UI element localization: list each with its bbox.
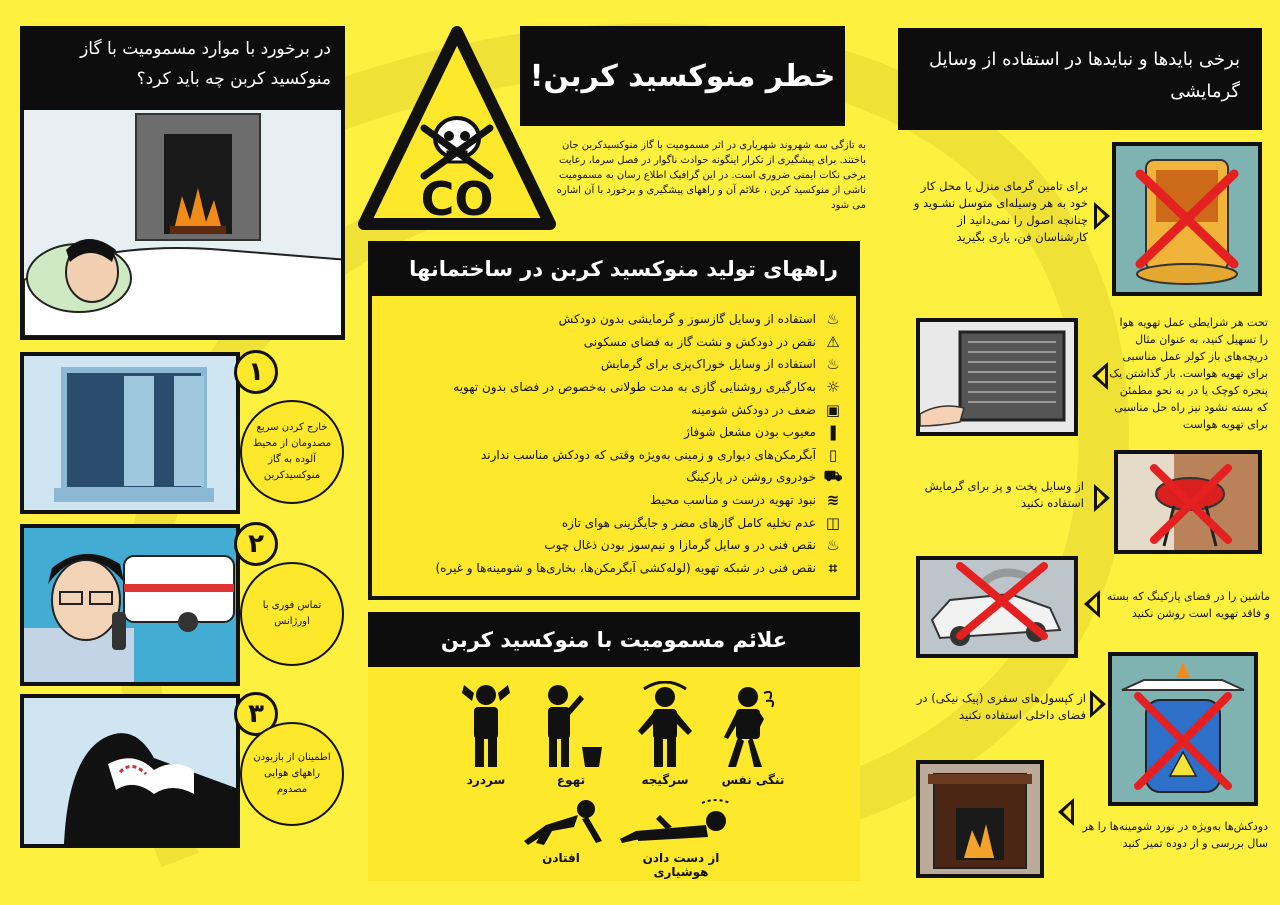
intro-paragraph: به تازگی سه شهروند شهریاری در اثر مسمومیت با گاز منوکسیدکربن جان باختند. برای پیشگیری از تکرار اینگونه حوادث ناگوار در فصل سرما، رعایت برخی نکات ایمنی ضروری است. در این گرافیک اطلاع رسان به مسمومیت ناشی از منوکسید کربن ، علائم آن و راههای پیشگیری و برخورد با آن اشاره می شود (556, 140, 866, 211)
step-number: ۱ (234, 350, 278, 394)
tip-1-text: برای تامین گرمای منزل یا محل کار خود به هر وسیله‌ای متوسل نشـوید و چنانچه اصول را نمی‌دانید از کارشناسان فن، یاری بگیرید (913, 179, 1088, 244)
pointer-arrow-icon (1058, 798, 1074, 826)
source-item-text: عدم تخلیه کامل گازهای مضر و جایگزینی هوای تازه (561, 515, 816, 530)
source-item (386, 511, 842, 534)
symptoms-panel (368, 667, 860, 881)
symptom-label: از دست دادن هوشیاری (642, 851, 720, 879)
left-header (20, 26, 345, 110)
pointer-arrow-icon (1094, 484, 1110, 512)
source-item (386, 466, 842, 489)
source-item-text: استفاده از وسایل خوراک‌پزی برای گرمایش (600, 357, 816, 372)
ventilation-icon: ≋ (826, 491, 840, 510)
window-image (20, 352, 240, 514)
step-number: ۲ (234, 522, 278, 566)
source-item (386, 421, 842, 444)
symptom-unconscious (616, 797, 746, 877)
symptom-label: سرگیجه (641, 773, 689, 787)
source-item-text: خودروی روشن در پارکینگ (686, 470, 816, 485)
source-item (386, 557, 842, 580)
symptom-label: سردرد (466, 773, 506, 787)
step-3-card (20, 694, 264, 848)
symptom-fall (516, 797, 606, 877)
tip-4-text: ماشین را در فضای پارکینگ که بسته و فاقد تهویه است روشن نکنید (1106, 590, 1270, 620)
tip-4-image (916, 556, 1078, 658)
page-title: خطر منوکسید کربن! (529, 58, 836, 94)
source-item-text: استفاده از وسایل گازسوز و گرمایشی بدون دودکش (558, 312, 816, 327)
right-title: برخی بایدها و نبایدها در استفاده از وسایل گرمایشی (929, 49, 1240, 102)
step-text: اطمینان از بازبودن راههای هوایی مصدوم (253, 752, 331, 795)
tip-5-image (1108, 652, 1258, 806)
step-1-bubble (240, 400, 344, 504)
source-item-text: نقص در دودکش و نشت گاز به فضای مسکونی (583, 334, 816, 349)
tip-3-text: از وسایل پخت و پز برای گرمایش استفاده نکنید (924, 479, 1084, 510)
heater-icon: ♨ (826, 310, 840, 329)
gas-canister-icon (1112, 656, 1254, 802)
kerosene-heater-icon (1116, 146, 1258, 292)
source-item (386, 489, 842, 512)
source-item-text: به‌کارگیری روشنایی گازی به مدت طولانی به‌خصوص در فضای بدون تهویه (453, 380, 816, 395)
step-1-card (20, 352, 264, 514)
sources-title: راههای تولید منوکسید کربن در ساختمانها (409, 256, 838, 281)
symptoms-header (368, 612, 860, 667)
tip-5-text: از کپسول‌های سفری (پیک نیکی) در فضای داخلی استفاده نکنید (916, 691, 1086, 722)
tip-6-text: دودکش‌ها به‌ویژه در نورد شومینه‌ها را هر سال بررسی و از دوده تمیز کنید (1082, 820, 1268, 850)
tip-1-pointer (1094, 202, 1110, 234)
fireplace-icon (920, 764, 1040, 874)
source-item (386, 534, 842, 557)
right-header (898, 28, 1262, 130)
lamp-icon: ☼ (826, 378, 840, 397)
tip-4-pointer (1084, 590, 1100, 622)
fireplace-scene-illustration (24, 110, 345, 336)
source-item (386, 331, 842, 354)
pointer-arrow-icon (1090, 690, 1106, 718)
car-exhaust-icon (920, 560, 1074, 654)
window-icon: ◫ (825, 513, 841, 532)
main-title-box (520, 26, 845, 126)
tip-5-pointer (1090, 690, 1106, 722)
co-text: CO (420, 172, 494, 226)
tip-1-image (1112, 142, 1262, 296)
step-text: تماس فوری با اورژانس (262, 600, 322, 627)
phone-call-illustration (24, 528, 236, 682)
grill-icon: ♨ (826, 355, 840, 374)
symptoms-title: علائم مسمومیت با منوکسید کربن (440, 627, 788, 652)
source-item-text: آبگرمکن‌های دیواری و زمینی به‌ویژه وقتی که دودکش مناسب ندارند (480, 447, 816, 462)
duct-icon: ⌗ (828, 558, 838, 577)
step-number: ۳ (234, 692, 278, 736)
airway-image (20, 694, 240, 848)
symptom-label: تنگی نفس (721, 773, 785, 787)
water-heater-icon: ▯ (828, 445, 838, 464)
symptom-dizziness (630, 681, 700, 791)
source-item-text: نبود تهویه درست و مناسب محیط (650, 493, 816, 508)
vomit-icon (536, 681, 606, 769)
tip-3-image (1114, 450, 1262, 554)
open-window-illustration (24, 356, 236, 510)
source-item (386, 398, 842, 421)
symptom-headache (456, 681, 516, 791)
sources-list (368, 296, 860, 600)
pointer-arrow-icon (1084, 590, 1100, 618)
source-item (386, 444, 842, 467)
source-item-text: ضعف در دودکش شومینه (691, 402, 816, 417)
tip-3-pointer (1094, 484, 1110, 516)
ambulance-call-image (20, 524, 240, 686)
car-icon: ⛟ (823, 467, 843, 486)
symptom-nausea (536, 681, 606, 791)
tip-6-pointer (1058, 798, 1074, 830)
tip-2-image (916, 318, 1078, 436)
source-item (386, 376, 842, 399)
source-item (386, 308, 842, 331)
sources-header (368, 241, 860, 296)
step-2-card (20, 524, 264, 686)
air-vent-illustration (920, 322, 1074, 432)
tip-2-text: تحت هر شرایطی عمل تهویه هوا را تسهیل کنید، به عنوان مثال دریچه‌های باز کولر عمل مناسبی برای تهویه هواست. باز گذاشتن یک پنجره کوچک یا در به نحو مطمئن که بسته نشود نیز راه حل مناسبی برای تهویه هواست (1109, 316, 1268, 431)
headache-icon (456, 681, 516, 769)
source-item-text: معیوب بودن مشعل شوفاژ (684, 425, 816, 440)
step-3-bubble (240, 722, 344, 826)
symptom-label: افتادن (542, 851, 580, 865)
dizzy-icon (630, 681, 700, 769)
fall-icon (516, 797, 606, 847)
source-item (386, 353, 842, 376)
breath-icon (718, 681, 788, 769)
burner-icon: ❚ (826, 423, 840, 442)
unconscious-icon (616, 797, 746, 847)
airway-illustration (24, 698, 236, 844)
pointer-arrow-icon (1092, 362, 1108, 390)
step-2-bubble (240, 562, 344, 666)
pointer-arrow-icon (1094, 202, 1110, 230)
charcoal-grill-icon (1118, 454, 1258, 550)
gas-leak-icon: ⚠ (826, 332, 840, 351)
symptom-label: تهوع (556, 773, 586, 787)
tip-2-pointer (1092, 362, 1108, 394)
source-item-text: نقص فنی در و سایل گرمازا و نیم‌سوز بودن ذغال چوب (544, 538, 816, 553)
source-item-text: نقص فنی در شبکه تهویه (لوله‌کشی آبگرمکن‌ها، بخاری‌ها و شومینه‌ها و غیره) (435, 560, 816, 575)
fireplace-icon: ▣ (825, 400, 841, 419)
tip-6-image (916, 760, 1044, 878)
flame-icon: ♨ (826, 536, 840, 555)
symptom-breath (718, 681, 788, 791)
sleeping-person-image (20, 110, 345, 340)
step-text: خارج کردن سریع مصدومان از محیط آلوده به گاز منوکسیدکربن (252, 422, 332, 481)
left-title: در برخورد با موارد مسمومیت با گاز منوکسید کربن چه باید کرد؟ (80, 39, 331, 89)
